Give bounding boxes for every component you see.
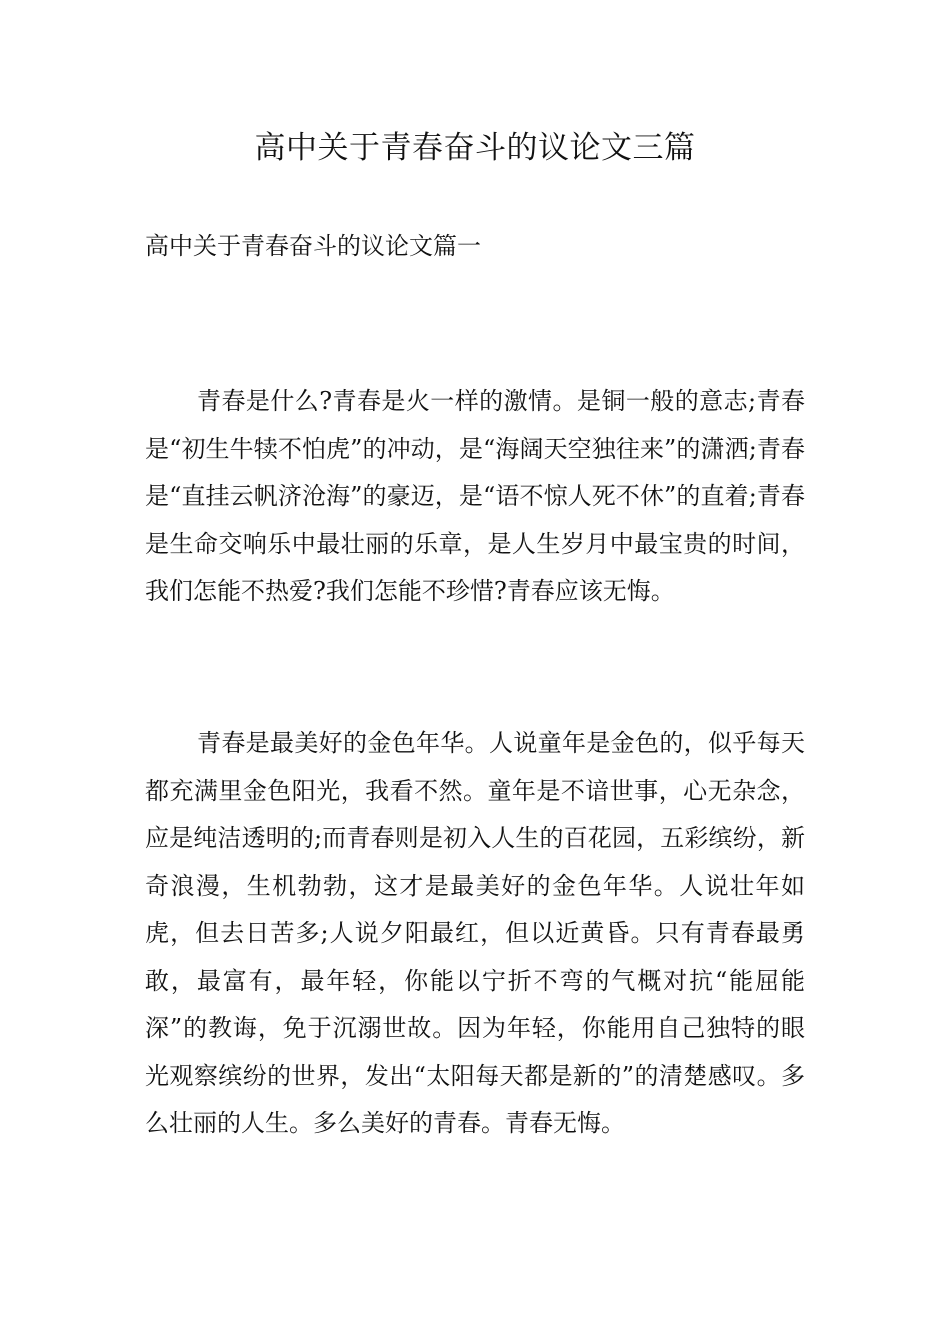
body-paragraph-1: 青春是什么?青春是火一样的激情。是铜一般的意志;青春是“初生牛犊不怕虎”的冲动，是“海阔天空独往来”的潇洒;青春是“直挂云帆济沧海”的豪迈，是“语不惊人死不休”的直着;青春是生命交响乐中最壮丽的乐章，是人生岁月中最宝贵的时间，我们怎能不热爱?我们怎能不珍惜?青春应该无悔。 — [145, 387, 805, 605]
section-heading: 高中关于青春奋斗的议论文篇一 — [145, 232, 481, 260]
document-title: 高中关于青春奋斗的议论文三篇 — [254, 130, 696, 166]
body-paragraph-2: 青春是最美好的金色年华。人说童年是金色的，似乎每天都充满里金色阳光，我看不然。童年是不谙世事，心无杂念，应是纯洁透明的;而青春则是初入人生的百花园，五彩缤纷，新奇浪漫，生机勃勃，这才是最美好的金色年华。人说壮年如虎，但去日苦多;人说夕阳最红，但以近黄昏。只有青春最勇敢，最富有，最年轻，你能以宁折不弯的气概对抗“能屈能深”的教诲，免于沉溺世故。因为年轻，你能用自己独特的眼光观察缤纷的世界，发出“太阳每天都是新的”的清楚感叹。多么壮丽的人生。多么美好的青春。青春无悔。 — [145, 729, 805, 1137]
